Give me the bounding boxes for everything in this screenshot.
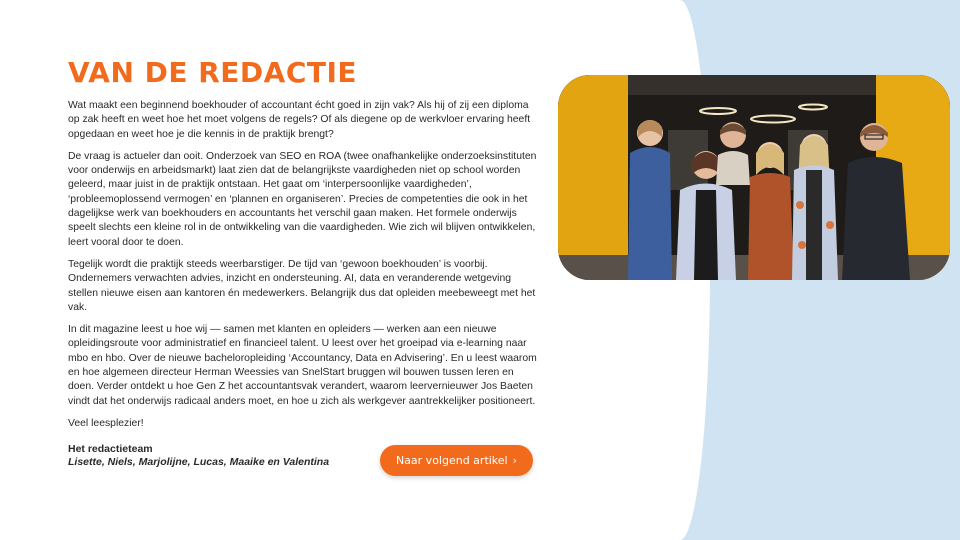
- paragraph-3: Tegelijk wordt die praktijk steeds weerbarstiger. De tijd van ‘gewoon boekhouden’ is voorbij. Ondernemers verwachten advies, inzicht en ondersteuning. AI, data en veranderende wetgeving stellen nieuwe eisen aan kantoren én medewerkers. Belangrijk dus dat opleiden meebeweegt met het vak.: [68, 258, 536, 313]
- article: [68, 56, 538, 468]
- team-photo-illustration: [558, 75, 950, 280]
- paragraph-1: Wat maakt een beginnend boekhouder of accountant écht goed in zijn vak? Als hij of zij een diploma op zak heeft en weet hoe het moet volgens de regels? Of als diegene op de werkvloer ervaring heeft opgedaan en weet hoe je die kennis in de praktijk brengt?: [68, 100, 531, 140]
- chevron-right-icon: ›: [512, 454, 518, 467]
- next-article-label: Naar volgend artikel: [395, 454, 508, 467]
- paragraph-2: De vraag is actueler dan ooit. Onderzoek van SEO en ROA (twee onafhankelijke onderzoeksinstituten voor onderwijs en arbeidsmarkt) laat zien dat de belangrijkste vaardigheden niet op school worden geleerd, maar juist in de praktijk ontstaan. Het gaat om ‘interpersoonlijke vaardigheden’, ‘probleemoplossend vermogen’ en ‘plannen en organiseren’. Precies de competenties die ook in het dagelijkse werk van boekhouders en accountants het verschil gaan maken. Het formele onderwijs speelt slechts een kleine rol in de ontwikkeling van die vaardigheden. Wie zich wil blijven ontwikkelen, leert vooral door te doen.: [68, 150, 537, 248]
- page-title: VAN DE REDACTIE: [68, 56, 358, 89]
- greeting: Veel leesplezier!: [68, 417, 144, 429]
- paragraph-4: In dit magazine leest u hoe wij — samen met klanten en opleiders — werken aan een nieuwe opleidingsroute voor administratief en financieel talent. U leest over het groeipad via e-learning naar mbo en hbo. Over de nieuwe bacheloropleiding ‘Accountancy, Data en Advisering’. En u leest waarom en hoe algemeen directeur Herman Weessies van SnelStart bruggen wil bouwen tussen leren en doen. Verder ontdekt u hoe Gen Z het accountantsvak verandert, waarom leervernieuwer Jos Baeten vindt dat het onderwijs radicaal anders moet, en hoe u zich als werkgever aantrekkelijker positioneert.: [68, 324, 537, 407]
- signature-title: Het redactieteam: [68, 443, 153, 456]
- signature-names: Lisette, Niels, Marjolijne, Lucas, Maaike en Valentina: [68, 456, 330, 469]
- team-photo: [558, 75, 950, 280]
- next-article-button[interactable]: [380, 445, 533, 476]
